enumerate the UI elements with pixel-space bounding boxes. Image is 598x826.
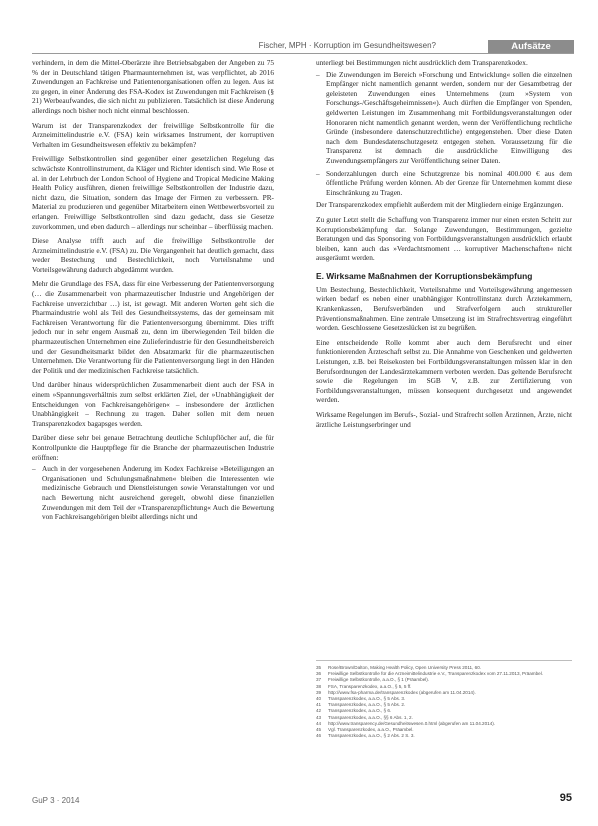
footnote-number: 45 bbox=[316, 727, 322, 733]
bullet-dash: – bbox=[316, 69, 320, 79]
paragraph: Der Transparenzkodex empfiehlt außerdem mit der Mitgliedern einige Ergänzungen. bbox=[316, 200, 564, 210]
bullet-item bbox=[316, 70, 572, 166]
bullet-dash: – bbox=[316, 168, 320, 178]
bullet-dash: – bbox=[32, 464, 36, 474]
footnote-number: 40 bbox=[316, 696, 322, 702]
footnote-text: http://www.transparency.de/Gesundheitswesen.0.html (abgerufen am 11.04.2014). bbox=[328, 720, 496, 726]
footnote-text: Freiwillige Selbstkontrolle, a.a.O., § 1 (Präambel). bbox=[328, 677, 430, 683]
footnote-text: Transparenzkodex, a.a.O., §§ 6 Abs. 1, 2. bbox=[328, 714, 413, 720]
footnote-number: 37 bbox=[316, 677, 322, 683]
footnote-text: Vgl. Transparenzkodex, a.a.O., Präambel. bbox=[328, 727, 414, 733]
bullet-text: Die Zuwendungen im Bereich »Forschung und Entwicklung« sollen die einzelnen Empfänger nicht namentlich genannt werden, sondern nur der Gesamtbetrag der geleisteten Zuwendungen eines Unternehmens (zum »System von Forschungs-/Geschäftsgeheimnissen«). Auch dürften die Empfänger von Spenden, geldwerten Leistungen im Zusammenhang mit Fortbildungsveranstaltungen oder Honoraren nicht namentlich genannt werden, wenn der Veröffentlichung rechtliche Gründe (insbesondere datenschutzrechtliche) entgegenstehen. Über diese Daten nach dem Bundesdatenschutzgesetz entgegen stehen. Voraussetzung für die Transparenz ist demnach die ausdrückliche Einwilligung des Zuwendungsempfängers zur Veröffentlichung seiner Daten. bbox=[326, 69, 572, 165]
footnote bbox=[316, 733, 572, 739]
bullet-text: Sonderzahlungen durch eine Schutzgrenze bis nominal 400.000 € aus dem öffentliche Prüfung werden können. Ab der Grenze für Unternehmen kommt diese Einschränkung zu Tragen. bbox=[326, 168, 572, 197]
footnote-text: Transparenzkodex, a.a.O., § 2 Abs. 2 S. 3. bbox=[328, 733, 415, 739]
footnote-number: 39 bbox=[316, 689, 322, 695]
footnote-number: 38 bbox=[316, 683, 322, 689]
footnotes bbox=[316, 660, 572, 739]
footnote-number: 43 bbox=[316, 714, 322, 720]
footnote-number: 46 bbox=[316, 733, 322, 739]
running-head-title: Fischer, MPH · Korruption im Gesundheitswesen? bbox=[258, 41, 436, 50]
footnote-text: Freiwillige Selbstkontrolle für die Arzneimittelindustrie e.V., Transparenzkodex vom 27.11.2013, Präambel. bbox=[328, 671, 543, 677]
bullet-item bbox=[32, 464, 274, 522]
footnote-text: Transparenzkodex, a.a.O., § 5 Abs. 3. bbox=[328, 696, 406, 702]
paragraph: Und darüber hinaus widersprüchlichen Zusammenarbeit dient auch der FSA in einem »Spannungsverhältnis zum selbst erklärten Ziel, der »Unabhängigkeit der Entscheidungen von Fachkreisangehörigen« – insbesondere der ärztlichen Unabhängigkeit – Rechnung zu tragen. Daher sollen mit dem neuen Transparenzkodex bagapsges werden. bbox=[32, 380, 274, 428]
paragraph: Mehr die Grundlage des FSA, dass für eine Verbesserung der Patientenversorgung (… die Zusammenarbeit von pharmazeutischer Industrie und Angehörigen der Fachkreise unverzichtbar …) ist, ist gewagt. Mit anderen Worten geht sich die Pharmaindustrie wohl als Teil des Gesundheitssystems, das der gemeinsam mit Fachkreisen Verantwortung für die Patientenversorgung übernimmt. Dies trifft jedoch nur in sehr engem Ausmaß zu, denn im überwiegenden Teil bilden die pharmazeutischen Unternehmen eine Zulieferindustrie für den Gesundheitsbereich und der Gesundheitsmarkt bildet den Absatzmarkt für die pharmazeutischen Unternehmen. Die Verantwortung für die Patientenversorgung liegt in den Händen der Politik und der medizinischen Fachkreise tatsächlich. bbox=[32, 279, 274, 375]
bullet-text: Auch in der vorgesehenen Änderung im Kodex Fachkreise »Beteiligungen an Organisationen und Schulungsmaßnahmen« bleiben die Interessenten wie medizinische Gebrauch und Dienstleistungen sowie Veranstaltungen vor und nach Bewertung nicht ausreichend geregelt, obwohl diese finanziellen Zuwendungen mit dem Teil der »Transparenzpflichtung« Auch die Bewertung von Fachkreisangehörigen bleibt allerdings nicht und bbox=[42, 464, 274, 522]
paragraph: Zu guter Letzt stellt die Schaffung von Transparenz immer nur einen ersten Schritt zur Korruptionsbekämpfung dar. Solange Zuwendungen, Bestimmungen, gezielte Beratungen und das Sponsoring von Fortbildungsveranstaltungen ausdrücklich erlaubt bleiben, kann auch das »Verdachtsmoment … korruptiver Machenschaften« nicht ausgeräumt werden. bbox=[316, 214, 572, 263]
page-number: 95 bbox=[559, 792, 572, 804]
journal-issue: GuP 3 · 2014 bbox=[32, 796, 80, 805]
paragraph: Darüber diese sehr bei genaue Betrachtung deutliche Schlupflöcher auf, die für Kontrollpunkte die Hauptpflege für die Branche der pharmazeutischen Industrie eröffnen: bbox=[32, 433, 274, 462]
bullet-item bbox=[316, 169, 572, 198]
footnote-number: 41 bbox=[316, 702, 322, 708]
footnote-number: 36 bbox=[316, 671, 322, 677]
footnote-text: Transparenzkodex, a.a.O., § 6. bbox=[328, 708, 392, 714]
running-header bbox=[32, 40, 574, 54]
paragraph: Diese Analyse trifft auch auf die freiwillige Selbstkontrolle der Arzneimittelindustrie e.V. (FSA) zu. Die Vergangenheit hat deutlich gemacht, dass weder Bestechung und Bestechlichkeit, noch Vorteilsnahme und Vorteilsgewährung dadurch abgedämmt wurden. bbox=[32, 236, 274, 274]
footnote-text: http://www.fsa-pharma.de/transparenzkodex (abgerufen am 11.04.2014). bbox=[328, 689, 476, 695]
paragraph: unterliegt bei Bestimmungen nicht ausdrücklich dem Transparenzkodex. bbox=[316, 58, 528, 67]
footnote-text: Rose/Brown/Dalton, Making Health Policy, Open University Press 2011, 60. bbox=[328, 665, 482, 670]
footnote-number: 35 bbox=[316, 665, 322, 670]
paragraph: Wirksame Regelungen im Berufs-, Sozial- und Strafrecht sollen Ärztinnen, Ärzte, nicht ärztliche Leistungserbringer und bbox=[316, 410, 572, 429]
paragraph: Eine entscheidende Rolle kommt aber auch dem Berufsrecht und einer funktionierenden Ärzteschaft selbst zu. Die Annahme von Geschenken und geldwerten Leistungen, z.B. bei Reisekosten bei Fortbildungsveranstaltungen müssen klar in den Berufsordnungen der Landesärztekammern verboten werden. Das geltende Berufsrecht sowie die Regelungen im SGB V, z.B. zur Zertifizierung von Fortbildungsveranstaltungen, müssen konsequent durchgesetzt und angewendet werden. bbox=[316, 337, 572, 405]
section-heading: E. Wirksame Maßnahmen der Korruptionsbekämpfung bbox=[316, 270, 533, 281]
left-text-column bbox=[32, 58, 274, 525]
footnote-text: FSA, Transparenzkodex, a.a.O., § 5, 5 ff. bbox=[328, 683, 412, 689]
section-tab: Aufsätze bbox=[488, 40, 574, 53]
paragraph: Freiwillige Selbstkontrollen sind gegenüber einer gesetzlichen Regelung das schwächste Kontrollinstrument, da Kläger und Richter identisch sind. Wie Rose et al. in der Lehrbuch der London School of Hygiene and Tropical Medicine Making Health Policy ausführen, dienen freiwillige Selbstkontrollen der Industrie dazu, nicht dazu, die Situation, sondern das Image der Firmen zu verbessern. PR-Material zu produzieren und gegenüber Mitarbeitern einen Wettbewerbsvorteil zu erlangen. Freiwillige Selbstkontrollen sind dazu gedacht, dass sie Gesetze zuvorkommen, und eben dadurch – allerdings nur scheinbar – überflüssig machen. bbox=[32, 154, 274, 231]
footnote-number: 44 bbox=[316, 720, 322, 726]
footnote-number: 42 bbox=[316, 708, 322, 714]
paragraph: Um Bestechung, Bestechlichkeit, Vorteilsnahme und Vorteilsgewährung angemessen wirken bedarf es neben einer unabhängiger Kontrollinstanz durch Ärztekammern, Krankenkassen, Berufsverbänden und Strafverfolgern auch struktureller Präventionsmaßnahmen. Eine zentrale Umsetzung ist im Strafrechtsvertrag eingeführt worden. Geschlossene Gesetzeslücken ist zu begrüßen. bbox=[316, 284, 572, 333]
footnote-text: Transparenzkodex, a.a.O., § 5 Abs. 2. bbox=[328, 702, 406, 708]
right-text-column bbox=[316, 58, 572, 434]
paragraph: verhindern, in dem die Mittel-Oberärzte ihre Betriebsabgaben der Angeben zu 75 % der in Deutschland tätigen Pharmaunternehmen ist, was verpflichtet, ab 2016 Zuwendungen an Fachkreise und Patientenorganisationen offen zu legen. Aus ist zu gegen, in einer Änderung des FSA-Kodex ist Zuwendungen mit Fachkreisen (§ 21) Werbeaufwandes, die sich nicht zu publizieren. Tatsächlich ist diese Änderung allerdings noch bisher noch nicht einmal beschlossen. bbox=[32, 58, 274, 115]
paragraph: Warum ist der Transparenzkodex der freiwillige Selbstkontrolle für die Arzneimittelindustrie e.V. (FSA) kein wirksames Instrument, der korruptiven Verhalten im Gesundheitswesen effektiv zu bekämpfen? bbox=[32, 120, 274, 149]
